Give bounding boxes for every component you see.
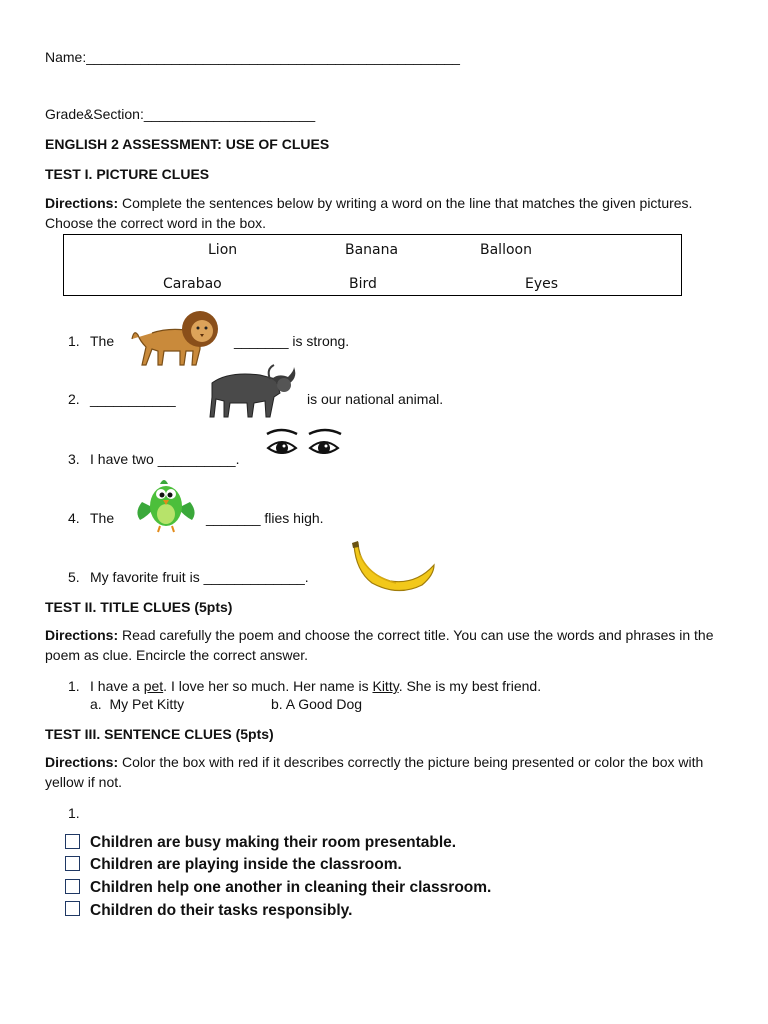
- option4-text: Children do their tasks responsibly.: [90, 902, 353, 919]
- option2-checkbox[interactable]: [65, 856, 80, 871]
- test3-directions-text: Color the box with red if it describes correctly the picture being presented or color the box with yellow if not.: [45, 754, 704, 790]
- item1-number: 1.: [68, 333, 80, 349]
- test3-heading: TEST III. SENTENCE CLUES (5pts): [45, 726, 274, 742]
- poem-part2: . I love her so much. Her name is: [163, 678, 373, 694]
- grade-section-field-label: Grade&Section:______________________: [45, 106, 316, 122]
- item4-number: 4.: [68, 510, 80, 526]
- word-eyes: Eyes: [525, 276, 559, 292]
- item1-text-before: The: [90, 333, 115, 349]
- test1-heading: TEST I. PICTURE CLUES: [45, 166, 210, 182]
- test3-directions-label: Directions:: [45, 754, 119, 770]
- poem-part1: I have a: [90, 678, 144, 694]
- choice-b[interactable]: b. A Good Dog: [271, 696, 363, 712]
- poem-clue-kitty: Kitty: [372, 678, 399, 694]
- option2-text: Children are playing inside the classroom.: [90, 856, 402, 873]
- name-field-label: Name:________________________________________________: [45, 49, 460, 65]
- test2-directions: [45, 625, 725, 665]
- item2-text-before: ___________: [90, 391, 176, 407]
- item3-number: 3.: [68, 451, 80, 467]
- bird-picture: [134, 472, 198, 534]
- test1-directions-label: Directions:: [45, 195, 119, 211]
- word-lion: Lion: [208, 242, 238, 258]
- word-carabao: Carabao: [163, 276, 222, 292]
- option1-checkbox[interactable]: [65, 834, 80, 849]
- item4-text-before: The: [90, 510, 115, 526]
- item3-text: I have two __________.: [90, 451, 240, 467]
- test2-directions-label: Directions:: [45, 627, 119, 643]
- poem-part3: . She is my best friend.: [398, 678, 542, 694]
- assessment-title: ENGLISH 2 ASSESSMENT: USE OF CLUES: [45, 136, 330, 152]
- option4-checkbox[interactable]: [65, 901, 80, 916]
- test3-directions: [45, 752, 725, 792]
- test2-heading: TEST II. TITLE CLUES (5pts): [45, 599, 233, 615]
- test2-directions-text: Read carefully the poem and choose the correct title. You can use the words and phrases in the poem as clue. Encircle the correct answer.: [45, 627, 714, 663]
- item2-text-after: is our national animal.: [307, 391, 444, 407]
- poem-clue-pet: pet: [143, 678, 164, 694]
- test2-item-number: 1.: [68, 678, 80, 694]
- test2-poem: [90, 677, 541, 695]
- option1-text: Children are busy making their room presentable.: [90, 834, 457, 851]
- item1-text-after: _______ is strong.: [234, 333, 350, 349]
- eyes-picture: [265, 428, 343, 464]
- banana-picture: [350, 541, 438, 593]
- item5-text: My favorite fruit is _____________.: [90, 569, 309, 585]
- carabao-picture: [208, 363, 298, 421]
- word-balloon: Balloon: [480, 242, 532, 258]
- test1-directions-text: Complete the sentences below by writing a word on the line that matches the given pictures. Choose the correct word in the box.: [45, 195, 693, 231]
- option3-text: Children help one another in cleaning their classroom.: [90, 879, 492, 896]
- item5-number: 5.: [68, 569, 80, 585]
- choice-a[interactable]: a. My Pet Kitty: [90, 696, 185, 712]
- test1-directions: [45, 193, 725, 233]
- option3-checkbox[interactable]: [65, 879, 80, 894]
- item4-text-after: _______ flies high.: [206, 510, 324, 526]
- lion-picture: [130, 305, 222, 371]
- item2-number: 2.: [68, 391, 80, 407]
- test3-item-number: 1.: [68, 805, 80, 821]
- word-box: [63, 234, 682, 296]
- word-banana: Banana: [345, 242, 399, 258]
- word-bird: Bird: [349, 276, 377, 292]
